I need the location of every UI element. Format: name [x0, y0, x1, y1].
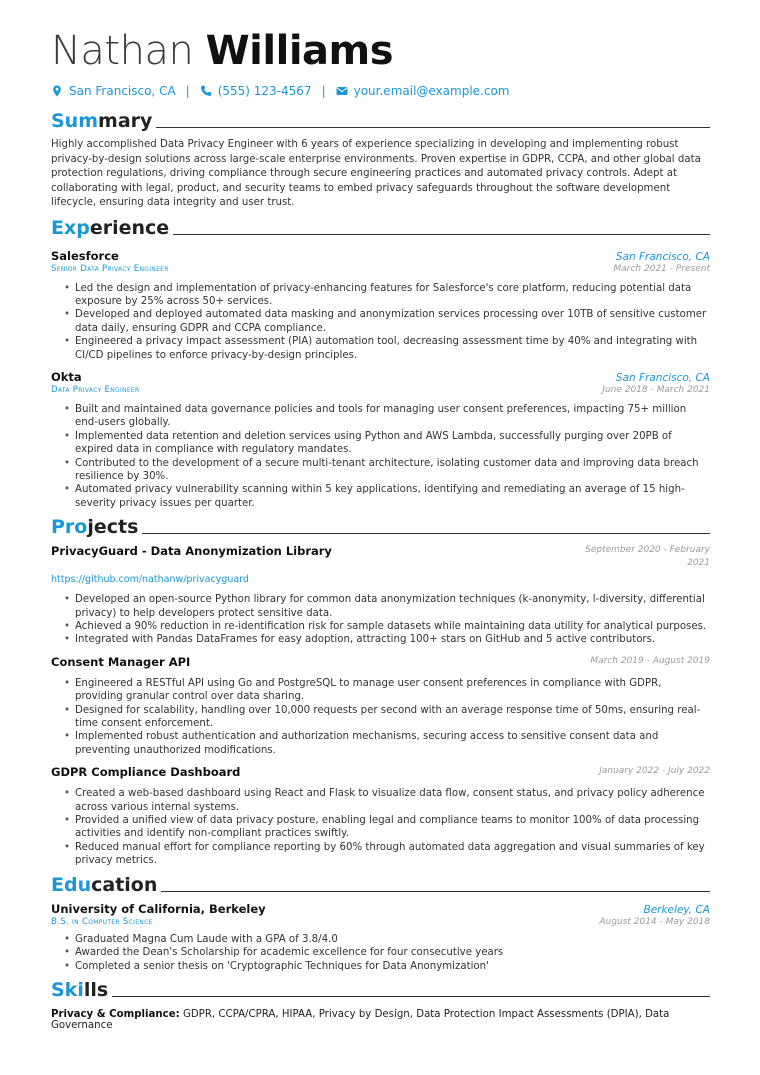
- project-dates: September 2020 - February 2021: [585, 545, 710, 569]
- list-item: • Contributed to the development of a secure multi-tenant architecture, isolating customer data and improving data breach resilience by 30%.: [75, 457, 710, 484]
- candidate-name: [51, 26, 710, 76]
- degree: B.S. in Computer Science: [51, 916, 153, 927]
- resume: [51, 26, 710, 1031]
- list-item: • Automated privacy vulnerability scanning within 5 key applications, identifying and remediating an average of 15 high-severity privacy issues per quarter.: [75, 483, 710, 510]
- section-heading: [51, 514, 710, 538]
- phone-icon: [200, 85, 212, 97]
- separator: |: [185, 84, 190, 98]
- section-title: Summary: [51, 110, 153, 132]
- list-item: • Built and maintained data governance policies and tools for managing user consent preferences, impacting 75+ million end-users globally.: [75, 403, 710, 430]
- section-heading: [51, 215, 710, 239]
- project-name: Consent Manager API: [51, 654, 191, 669]
- projects-section: [51, 514, 710, 868]
- school-location: Berkeley, CA: [643, 903, 710, 916]
- section-title: Experience: [51, 216, 170, 239]
- skills-label: Privacy & Compliance:: [51, 1008, 180, 1020]
- bullet-list: [51, 677, 710, 757]
- project-dates: January 2022 - July 2022: [599, 766, 710, 777]
- experience-entry: [51, 370, 710, 510]
- list-item: • Engineered a RESTful API using Go and PostgreSQL to manage user consent preferences in compliance with GDPR, providing granular control over data sharing.: [75, 677, 710, 704]
- first-name: Nathan: [51, 28, 194, 74]
- list-item: • Created a web-based dashboard using React and Flask to visualize data flow, consent status, and privacy policy adherence across various internal systems.: [75, 787, 710, 814]
- job-location: San Francisco, CA: [615, 371, 710, 384]
- section-heading: [51, 977, 710, 1001]
- section-rule: [161, 891, 710, 892]
- education-dates: August 2014 - May 2018: [599, 916, 710, 927]
- skills-section: [51, 977, 710, 1031]
- list-item: • Engineered a privacy impact assessment (PIA) automation tool, decreasing assessment time by 40% and integrating with CI/CD pipelines to enforce privacy-by-design principles.: [75, 335, 710, 362]
- list-item: • Led the design and implementation of privacy-enhancing features for Salesforce's core platform, reducing potential data exposure by 25% across 50+ services.: [75, 282, 710, 309]
- bullet-list: [51, 787, 710, 867]
- school-name: University of California, Berkeley: [51, 901, 266, 916]
- job-title: Senior Data Privacy Engineer: [51, 263, 169, 274]
- job-title: Data Privacy Engineer: [51, 384, 140, 395]
- project-dates: March 2019 - August 2019: [590, 655, 710, 666]
- last-name: Williams: [205, 28, 394, 74]
- separator: |: [321, 84, 326, 98]
- list-item: • Completed a senior thesis on 'Cryptographic Techniques for Data Anonymization': [75, 960, 710, 973]
- education-entry: [51, 902, 710, 973]
- education-section: [51, 872, 710, 973]
- section-title: Education: [51, 873, 158, 896]
- envelope-icon: [336, 85, 348, 97]
- section-rule: [156, 127, 710, 128]
- section-title: Skills: [51, 978, 109, 1001]
- project-entry: [51, 765, 710, 867]
- section-rule: [173, 234, 710, 235]
- list-item: • Graduated Magna Cum Laude with a GPA of 3.8/4.0: [75, 933, 710, 946]
- list-item: • Designed for scalability, handling over 10,000 requests per second with an average response time of 50ms, ensuring real-time consent enforcement.: [75, 704, 710, 731]
- project-name: PrivacyGuard - Data Anonymization Library: [51, 544, 332, 559]
- skills-value: GDPR, CCPA/CPRA, HIPAA, Privacy by Design, Data Protection Impact Assessments (DPIA), Data Governance: [51, 1008, 670, 1031]
- list-item: • Implemented data retention and deletion services using Python and AWS Lambda, successfully purging over 20PB of expired data in compliance with regulatory mandates.: [75, 430, 710, 457]
- list-item: • Reduced manual effort for compliance reporting by 60% through automated data aggregation and visual summaries of key privacy metrics.: [75, 841, 710, 868]
- bullet-list: [51, 933, 710, 973]
- list-item: • Implemented robust authentication and authorization mechanisms, securing access to sensitive consent data and preventing unauthorized modifications.: [75, 730, 710, 757]
- list-item: • Developed and deployed automated data masking and anonymization services processing over 10TB of sensitive customer data daily, ensuring GDPR and CCPA compliance.: [75, 308, 710, 335]
- list-item: • Achieved a 90% reduction in re-identification risk for sample datasets while maintaining data utility for analytical purposes.: [75, 620, 710, 633]
- map-pin-icon: [51, 85, 63, 97]
- email-link[interactable]: your.email@example.com: [353, 84, 510, 98]
- project-link[interactable]: https://github.com/nathanw/privacyguard: [51, 574, 249, 586]
- section-rule: [112, 996, 710, 997]
- bullet-list: [51, 593, 710, 647]
- bullet-list: [51, 403, 710, 510]
- project-entry: [51, 655, 710, 757]
- job-dates: March 2021 - Present: [613, 263, 710, 274]
- location-text: San Francisco, CA: [69, 84, 176, 98]
- skills-line: [51, 1009, 710, 1031]
- summary-section: [51, 108, 710, 211]
- project-entry: [51, 544, 710, 647]
- phone-link[interactable]: (555) 123-4567: [217, 84, 312, 98]
- list-item: • Provided a unified view of data privacy posture, enabling legal and compliance teams to monitor 100% of data processing activities and identify non-compliant practices swiftly.: [75, 814, 710, 841]
- summary-text: Highly accomplished Data Privacy Engineer with 6 years of experience specializing in developing and implementing robust privacy-by-design solutions across large-scale enterprise environments. Proven expertise in GDPR, CCPA, and other global data protection regulations, driving compliance through secure engineering practices and automated privacy controls. Adept at collaborating with legal, product, and security teams to embed privacy safeguards throughout the software development lifecycle, ensuring data integrity and user trust.: [51, 139, 701, 208]
- section-heading: [51, 872, 710, 896]
- project-name: GDPR Compliance Dashboard: [51, 765, 241, 780]
- company-name: Okta: [51, 369, 82, 384]
- section-heading: [51, 108, 710, 132]
- list-item: • Awarded the Dean's Scholarship for academic excellence for four consecutive years: [75, 946, 710, 959]
- bullet-list: [51, 282, 710, 362]
- section-rule: [142, 533, 710, 534]
- experience-section: [51, 215, 710, 511]
- contact-line: [51, 84, 710, 98]
- list-item: • Developed an open-source Python library for common data anonymization techniques (k-anonymity, l-diversity, differential privacy) to help developers protect sensitive data.: [75, 593, 710, 620]
- job-dates: June 2018 - March 2021: [602, 384, 710, 395]
- section-title: Projects: [51, 516, 139, 539]
- job-location: San Francisco, CA: [615, 250, 710, 263]
- company-name: Salesforce: [51, 248, 119, 263]
- list-item: • Integrated with Pandas DataFrames for easy adoption, attracting 100+ stars on GitHub and 5 active contributors.: [75, 633, 710, 646]
- experience-entry: [51, 249, 710, 362]
